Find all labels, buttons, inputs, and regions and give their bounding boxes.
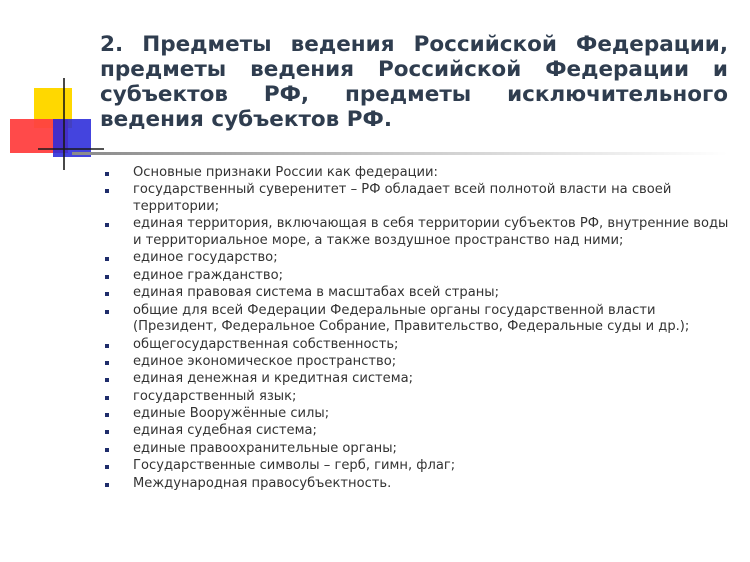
list-item [105,285,730,302]
bullet-marker [105,172,109,176]
bullet-marker [105,310,109,314]
list-item-text: Основные признаки России как федерации: [133,165,438,180]
list-item-text: единая судебная система; [133,423,317,439]
list-item-text: Международная правосубъектность. [133,475,392,491]
list-item [105,406,730,423]
list-item-text: единые правоохранительные органы; [133,440,397,456]
bullet-marker [105,378,109,382]
list-item [105,423,730,440]
title-divider [72,152,728,155]
list-item [105,250,730,267]
list-item-text: общегосударственная собственность; [133,336,399,352]
list-item-text: государственный суверенитет – РФ обладает всей полнотой власти на своей территории; [133,182,672,214]
list-item [105,371,730,388]
list-item [105,389,730,406]
list-item [105,268,730,285]
list-item [105,303,730,336]
bullet-marker [105,189,109,193]
list-item-text: единая денежная и кредитная система; [133,371,414,387]
bullet-marker [105,413,109,417]
bullet-marker [105,465,109,469]
bullet-marker [105,396,109,400]
list-item-text: общие для всей Федерации Федеральные органы государственной власти (Президент, Федеральное Собрание, Правительство, Федеральные суды и др.); [133,302,690,335]
slide-title: 2. Предметы ведения Российской Федерации, предметы ведения Российской Федерации и субъектов РФ, предметы исключительного ведения субъектов РФ. [100,32,728,132]
bullet-marker [105,257,109,261]
list-item [105,182,730,215]
bullet-marker [105,430,109,434]
list-item-text: государственный язык; [133,388,297,404]
bullet-marker [105,275,109,279]
bullet-marker [105,483,109,487]
list-item [105,165,730,182]
list-item-text: единое экономическое пространство; [133,353,397,369]
list-item-text: единое гражданство; [133,267,284,283]
list-item [105,441,730,458]
bullet-list [105,165,730,493]
list-item [105,476,730,493]
list-item [105,354,730,371]
list-item [105,216,730,249]
list-item-text: Государственные символы – герб, гимн, флаг; [133,458,456,474]
bullet-marker [105,344,109,348]
list-item-text: единая территория, включающая в себя территории субъектов РФ, внутренние воды и территориальное море, а также воздушное пространство над ними; [133,216,729,248]
bullet-marker [105,361,109,365]
list-item-text: единое государство; [133,250,278,266]
list-item [105,458,730,475]
bullet-marker [105,292,109,296]
list-item [105,337,730,354]
bullet-marker [105,223,109,227]
list-item-text: единая правовая система в масштабах всей страны; [133,285,500,301]
list-item-text: единые Вооружённые силы; [133,406,330,422]
bullet-marker [105,448,109,452]
